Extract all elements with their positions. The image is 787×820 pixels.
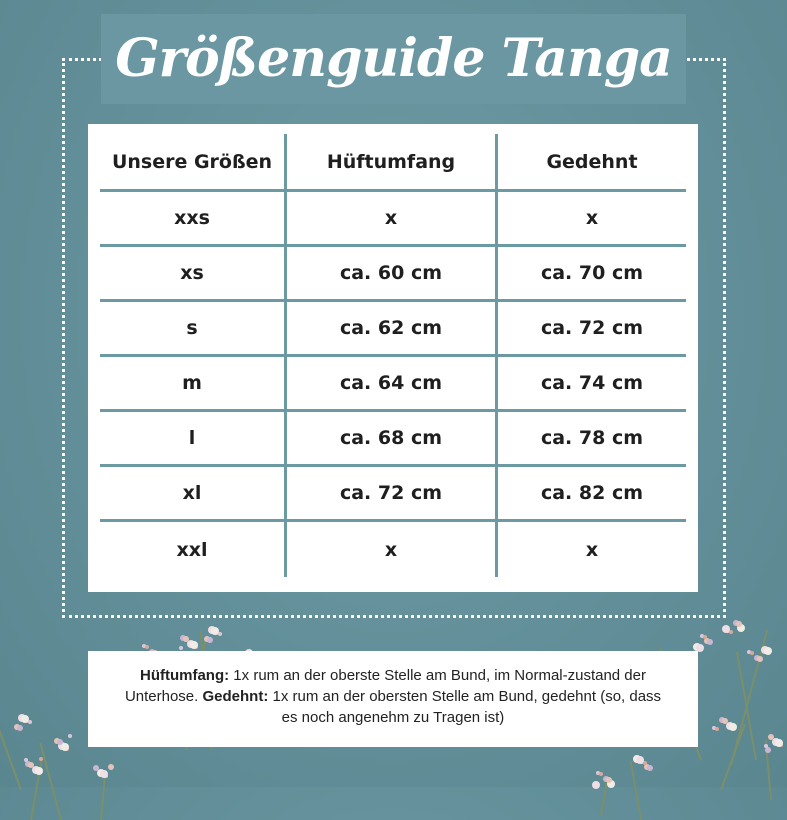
note-term-hip: Hüftumfang:: [139, 667, 230, 684]
hip-cell: ca. 68 cm: [287, 412, 498, 467]
flower-stem: [630, 761, 642, 820]
flower-blossom: [736, 621, 742, 627]
stretched-cell: ca. 72 cm: [498, 302, 686, 357]
flower-blossom: [183, 636, 189, 642]
flower-blossom: [750, 651, 754, 655]
flower-blossom: [715, 727, 719, 731]
title-container: [0, 14, 787, 114]
stretched-cell: x: [498, 192, 686, 247]
hip-cell: ca. 72 cm: [287, 467, 498, 522]
flower-blossom: [775, 739, 783, 747]
hip-cell: x: [287, 192, 498, 247]
flower-blossom: [599, 772, 603, 776]
size-cell: xxs: [100, 192, 287, 247]
flower-blossom: [643, 761, 647, 765]
flower-blossom: [93, 765, 99, 771]
flower-stem: [0, 724, 22, 790]
measurement-note: [88, 651, 698, 747]
flower-blossom: [28, 720, 32, 724]
flower-blossom: [606, 777, 612, 783]
note-text-stretched: 1x rum an der obersten Stelle am Bund, gedehnt (so, dass es noch angenehm zu Tragen ist): [268, 688, 662, 726]
size-cell: xl: [100, 467, 287, 522]
flower-stem: [720, 724, 746, 790]
size-cell: l: [100, 412, 287, 467]
note-term-stretched: Gedehnt:: [202, 688, 269, 705]
flower-blossom: [764, 744, 768, 748]
flower-blossom: [207, 637, 213, 643]
hip-cell: x: [287, 522, 498, 577]
size-cell: m: [100, 357, 287, 412]
flower-blossom: [17, 725, 23, 731]
flower-blossom: [647, 765, 653, 771]
stretched-cell: ca. 82 cm: [498, 467, 686, 522]
size-cell: xxl: [100, 522, 287, 577]
note-text-hip: 1x rum an der oberste Stelle am Bund, im Normal-zustand der Unterhose.: [124, 667, 646, 705]
stretched-cell: ca. 70 cm: [498, 247, 686, 302]
header-size: Unsere Größen: [100, 134, 287, 192]
flower-blossom: [24, 758, 28, 762]
flower-blossom: [35, 767, 43, 775]
stretched-cell: ca. 74 cm: [498, 357, 686, 412]
flower-blossom: [145, 645, 149, 649]
size-cell: xs: [100, 247, 287, 302]
flower-blossom: [592, 781, 600, 789]
header-hip: Hüftumfang: [287, 134, 498, 192]
flower-blossom: [179, 646, 183, 650]
flower-blossom: [768, 734, 774, 740]
flower-stem: [39, 742, 62, 820]
flower-blossom: [190, 641, 198, 649]
flower-blossom: [757, 656, 763, 662]
size-table-card: [88, 124, 698, 592]
flower-blossom: [722, 718, 728, 724]
flower-blossom: [729, 723, 737, 731]
stretched-cell: ca. 78 cm: [498, 412, 686, 467]
flower-blossom: [108, 764, 114, 770]
flower-stem: [736, 651, 757, 760]
size-cell: s: [100, 302, 287, 357]
flower-blossom: [57, 739, 63, 745]
flower-blossom: [218, 632, 222, 636]
header-stretched: Gedehnt: [498, 134, 686, 192]
flower-blossom: [61, 743, 69, 751]
flower-blossom: [100, 770, 108, 778]
flower-blossom: [68, 734, 72, 738]
hip-cell: ca. 60 cm: [287, 247, 498, 302]
flower-blossom: [28, 762, 34, 768]
hip-cell: ca. 62 cm: [287, 302, 498, 357]
page-title: Größenguide Tanga: [101, 14, 686, 104]
flower-blossom: [729, 630, 733, 634]
hip-cell: ca. 64 cm: [287, 357, 498, 412]
size-table: [100, 134, 686, 577]
flower-blossom: [764, 647, 772, 655]
stretched-cell: x: [585, 538, 599, 561]
flower-blossom: [707, 639, 713, 645]
flower-blossom: [703, 635, 707, 639]
